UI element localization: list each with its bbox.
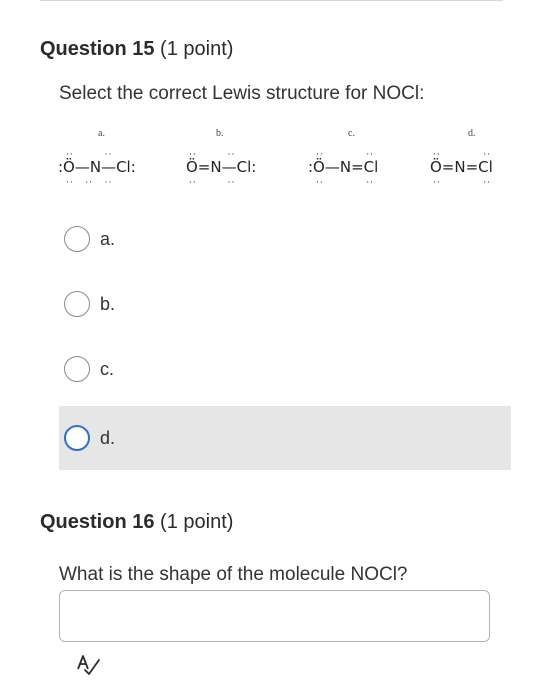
top-divider: [40, 0, 503, 1]
option-d[interactable]: [59, 406, 511, 470]
structure-c-lone-pairs-bottom: ·· ··: [316, 178, 374, 188]
structure-d-lone-pairs-bottom: ·· ··: [433, 178, 491, 188]
option-b-radio[interactable]: [64, 291, 90, 317]
option-a[interactable]: [59, 207, 511, 271]
structure-c-lone-pairs-top: ·· ··: [316, 150, 374, 160]
answer-input[interactable]: [59, 590, 490, 642]
question-16-prompt: What is the shape of the molecule NOCl?: [59, 564, 408, 585]
option-a-radio[interactable]: [64, 226, 90, 252]
structure-a-lone-pairs-bottom: ·· ·· ··: [66, 178, 113, 188]
question-15-points: (1 point): [160, 38, 234, 60]
spellcheck-icon[interactable]: [76, 654, 102, 676]
structure-d-label: d.: [468, 128, 476, 139]
lewis-structures-figure: [40, 118, 520, 198]
structure-d-formula: Ö=N=Cl: [430, 158, 493, 176]
option-c-label: c.: [100, 358, 115, 379]
option-d-radio[interactable]: [64, 425, 90, 451]
question-16-heading: [40, 511, 233, 534]
question-15-number: Question 15: [40, 38, 155, 60]
option-c-radio[interactable]: [64, 356, 90, 382]
option-b-label: b.: [100, 293, 116, 314]
structure-b-lone-pairs-bottom: ·· ··: [189, 178, 236, 188]
question-15-heading: [40, 38, 233, 61]
option-c[interactable]: [59, 337, 511, 401]
structure-b-label: b.: [216, 128, 224, 139]
question-16-points: (1 point): [160, 511, 234, 533]
structure-a-formula: :Ö—N—Cl:: [58, 158, 136, 176]
option-a-label: a.: [100, 228, 116, 249]
structure-a-label: a.: [98, 128, 105, 139]
question-15-prompt: Select the correct Lewis structure for NOCl:: [59, 83, 425, 104]
structure-b-lone-pairs-top: ·· ··: [189, 150, 236, 160]
structure-a-lone-pairs-top: ·· ··: [66, 150, 113, 160]
structure-c-label: c.: [348, 128, 355, 139]
question-16-number: Question 16: [40, 511, 155, 533]
structure-b-formula: Ö=N—Cl:: [186, 158, 257, 176]
option-d-label: d.: [100, 427, 116, 448]
structure-c-formula: :Ö—N=Cl: [308, 158, 379, 176]
option-b[interactable]: [59, 272, 511, 336]
structure-d-lone-pairs-top: ·· ··: [433, 150, 491, 160]
